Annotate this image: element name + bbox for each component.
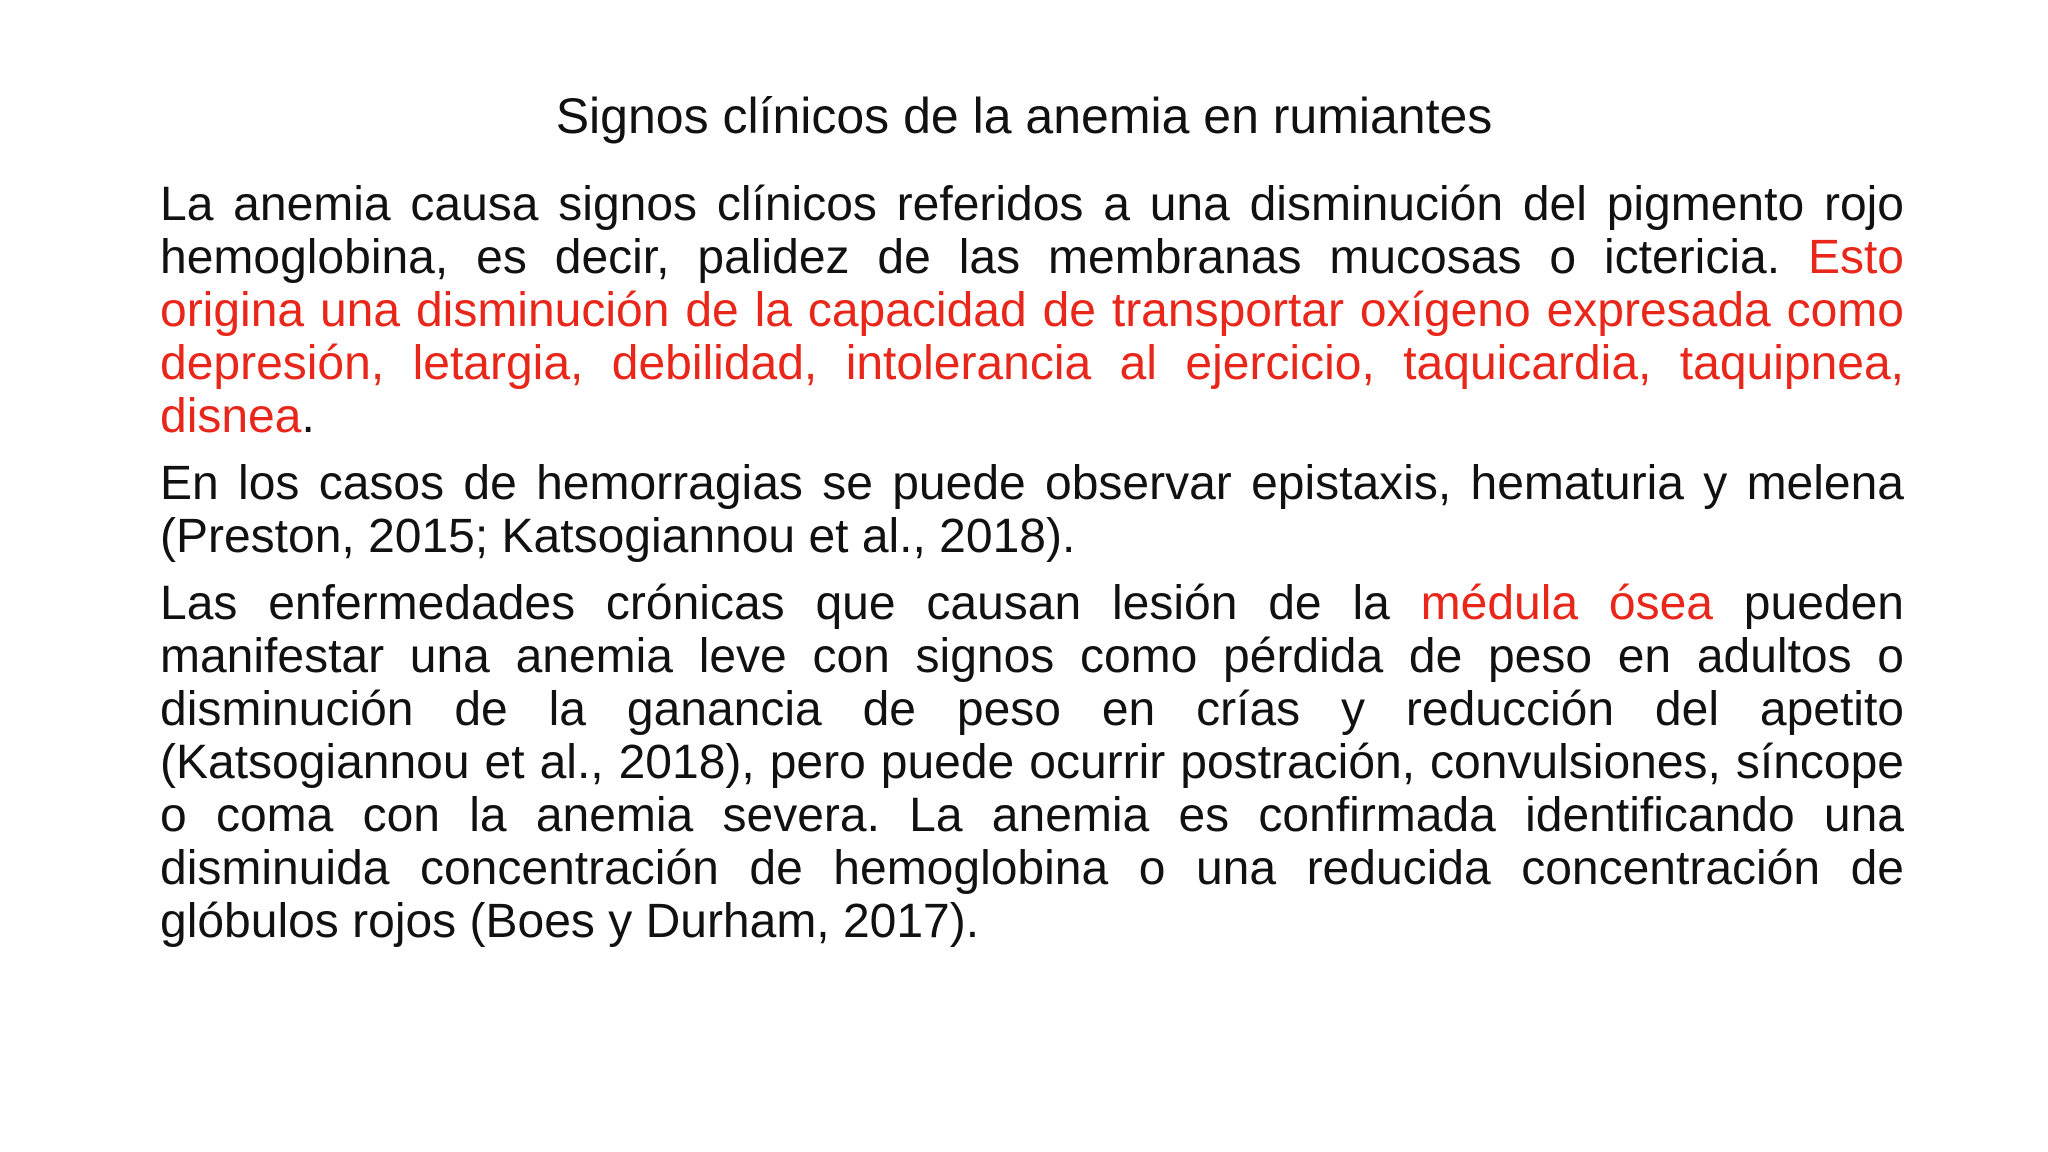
highlighted-text: médula ósea: [1420, 577, 1713, 630]
paragraph-anemia-signs: [160, 178, 1904, 443]
slide-title: Signos clínicos de la anemia en rumiantes: [555, 88, 1493, 144]
paragraph-text: En los casos de hemorragias se puede observar epistaxis, hematuria y melena (Preston, 2015; Katsogiannou et al., 2018).: [160, 457, 1904, 563]
slide-body: [160, 178, 1904, 962]
paragraph-text: .: [301, 390, 315, 443]
paragraph-chronic-disease: [160, 577, 1904, 948]
paragraph-text: pueden manifestar una anemia leve con signos como pérdida de peso en adultos o disminución de la ganancia de peso en crías y reducción del apetito (Katsogiannou et al., 2018), pero puede ocurrir postración, convulsiones, síncope o coma con la anemia severa. La anemia es confirmada identificando una disminuida concentración de hemoglobina o una reducida concentración de glóbulos rojos (Boes y Durham, 2017).: [160, 577, 1904, 948]
paragraph-text: La anemia causa signos clínicos referidos a una disminución del pigmento rojo hemoglobina, es decir, palidez de las membranas mucosas o ictericia.: [160, 178, 1904, 284]
paragraph-text: Las enfermedades crónicas que causan lesión de la: [160, 577, 1421, 630]
highlighted-text: Esto origina una disminución de la capacidad de transportar oxígeno expresada como depresión, letargia, debilidad, intolerancia al ejercicio, taquicardia, taquipnea, disnea: [160, 231, 1904, 443]
paragraph-hemorrhage: [160, 457, 1904, 563]
